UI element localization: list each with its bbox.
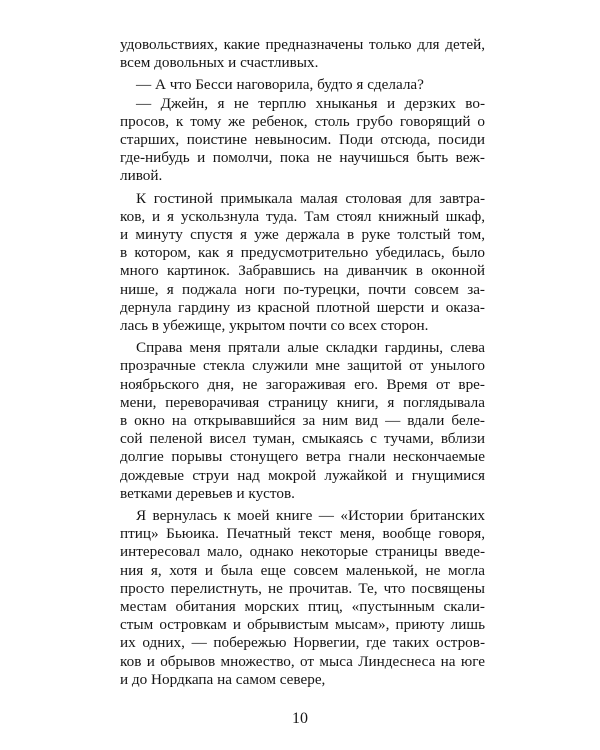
text-line: Справа меня прятали алые складки гардины, слева [136,339,485,357]
text-line: ков, и я ускользнула туда. Там стоял книжный шкаф, [120,207,485,225]
text-line: просов, к тому же ребенок, столь грубо говорящий о [120,112,485,130]
text-line: стым островкам и обрывистым мысам», приюту лишь [120,616,485,634]
text-line: и минуту спустя я уже держала в руке толстый том, [120,226,485,243]
text-line: — А что Бесси наговорила, будто я сделала? [136,76,424,94]
text-line: ливой. [120,167,163,185]
text-line: в котором, как я предусмотрительно убедилась, было [120,244,485,262]
text-line: лась в убежище, укрытом почти со всех сторон. [120,317,429,334]
text-line: удовольствиях, какие предназначены только для детей, [120,36,485,53]
text-line: дождевые струи над мокрой лужайкой и гнущимися [120,466,485,484]
text-line: сой пеленой висел туман, смыкаясь с тучами, вблизи [120,430,485,448]
text-line: ноябрьского дня, не загораживая его. Время от вре- [120,375,485,393]
text-line: старших, поистине невыносим. Поди отсюда, посиди [120,131,485,148]
text-line: много картинок. Забравшись на диванчик в оконной [120,262,485,280]
text-line: ветками деревьев и кустов. [120,484,295,502]
text-line: ков и обрывов множество, от мыса Линдеснеса на юге [120,652,485,670]
text-line: нише, я поджала ноги по-турецки, почти совсем за- [120,280,485,298]
text-line: птиц» Бьюика. Печатный текст меня, вообще говоря, [120,525,485,543]
text-line: в окно на открывавшийся за ним вид — вдали беле- [120,412,485,429]
text-line: их одних, — побережью Норвегии, где таких остров- [120,634,485,652]
text-line: долгие порывы стонущего ветра гнали нескончаемые [120,448,485,466]
text-line: и до Нордкапа на самом севере, [120,670,326,688]
text-line: мени, переворачивая страницу книги, я поглядывала [120,393,485,411]
text-line: интересовал мало, однако некоторые страницы введе- [120,543,485,561]
text-line: Я вернулась к моей книге — «Истории британских [136,507,485,524]
text-line: прозрачные стекла служили мне защитой от унылого [120,357,485,375]
text-line: — Джейн, я не терплю хныканья и дерзких во- [136,94,485,112]
text-line: дернула гардину из красной плотной шерсти и оказа- [120,298,485,316]
page-number: 10 [292,710,308,727]
text-line: всем довольных и счастливых. [120,54,319,72]
text-line: просто перелистнуть, не прочитав. Те, что посвящены [120,579,485,597]
text-line: К гостиной примыкала малая столовая для завтра- [136,189,485,207]
text-line: где-нибудь и помолчи, пока не научишься быть веж- [120,149,485,167]
text-line: ния я, хотя и была еще совсем маленькой, не могла [120,561,485,579]
text-line: местам обитания морских птиц, «пустынным скали- [120,598,485,615]
